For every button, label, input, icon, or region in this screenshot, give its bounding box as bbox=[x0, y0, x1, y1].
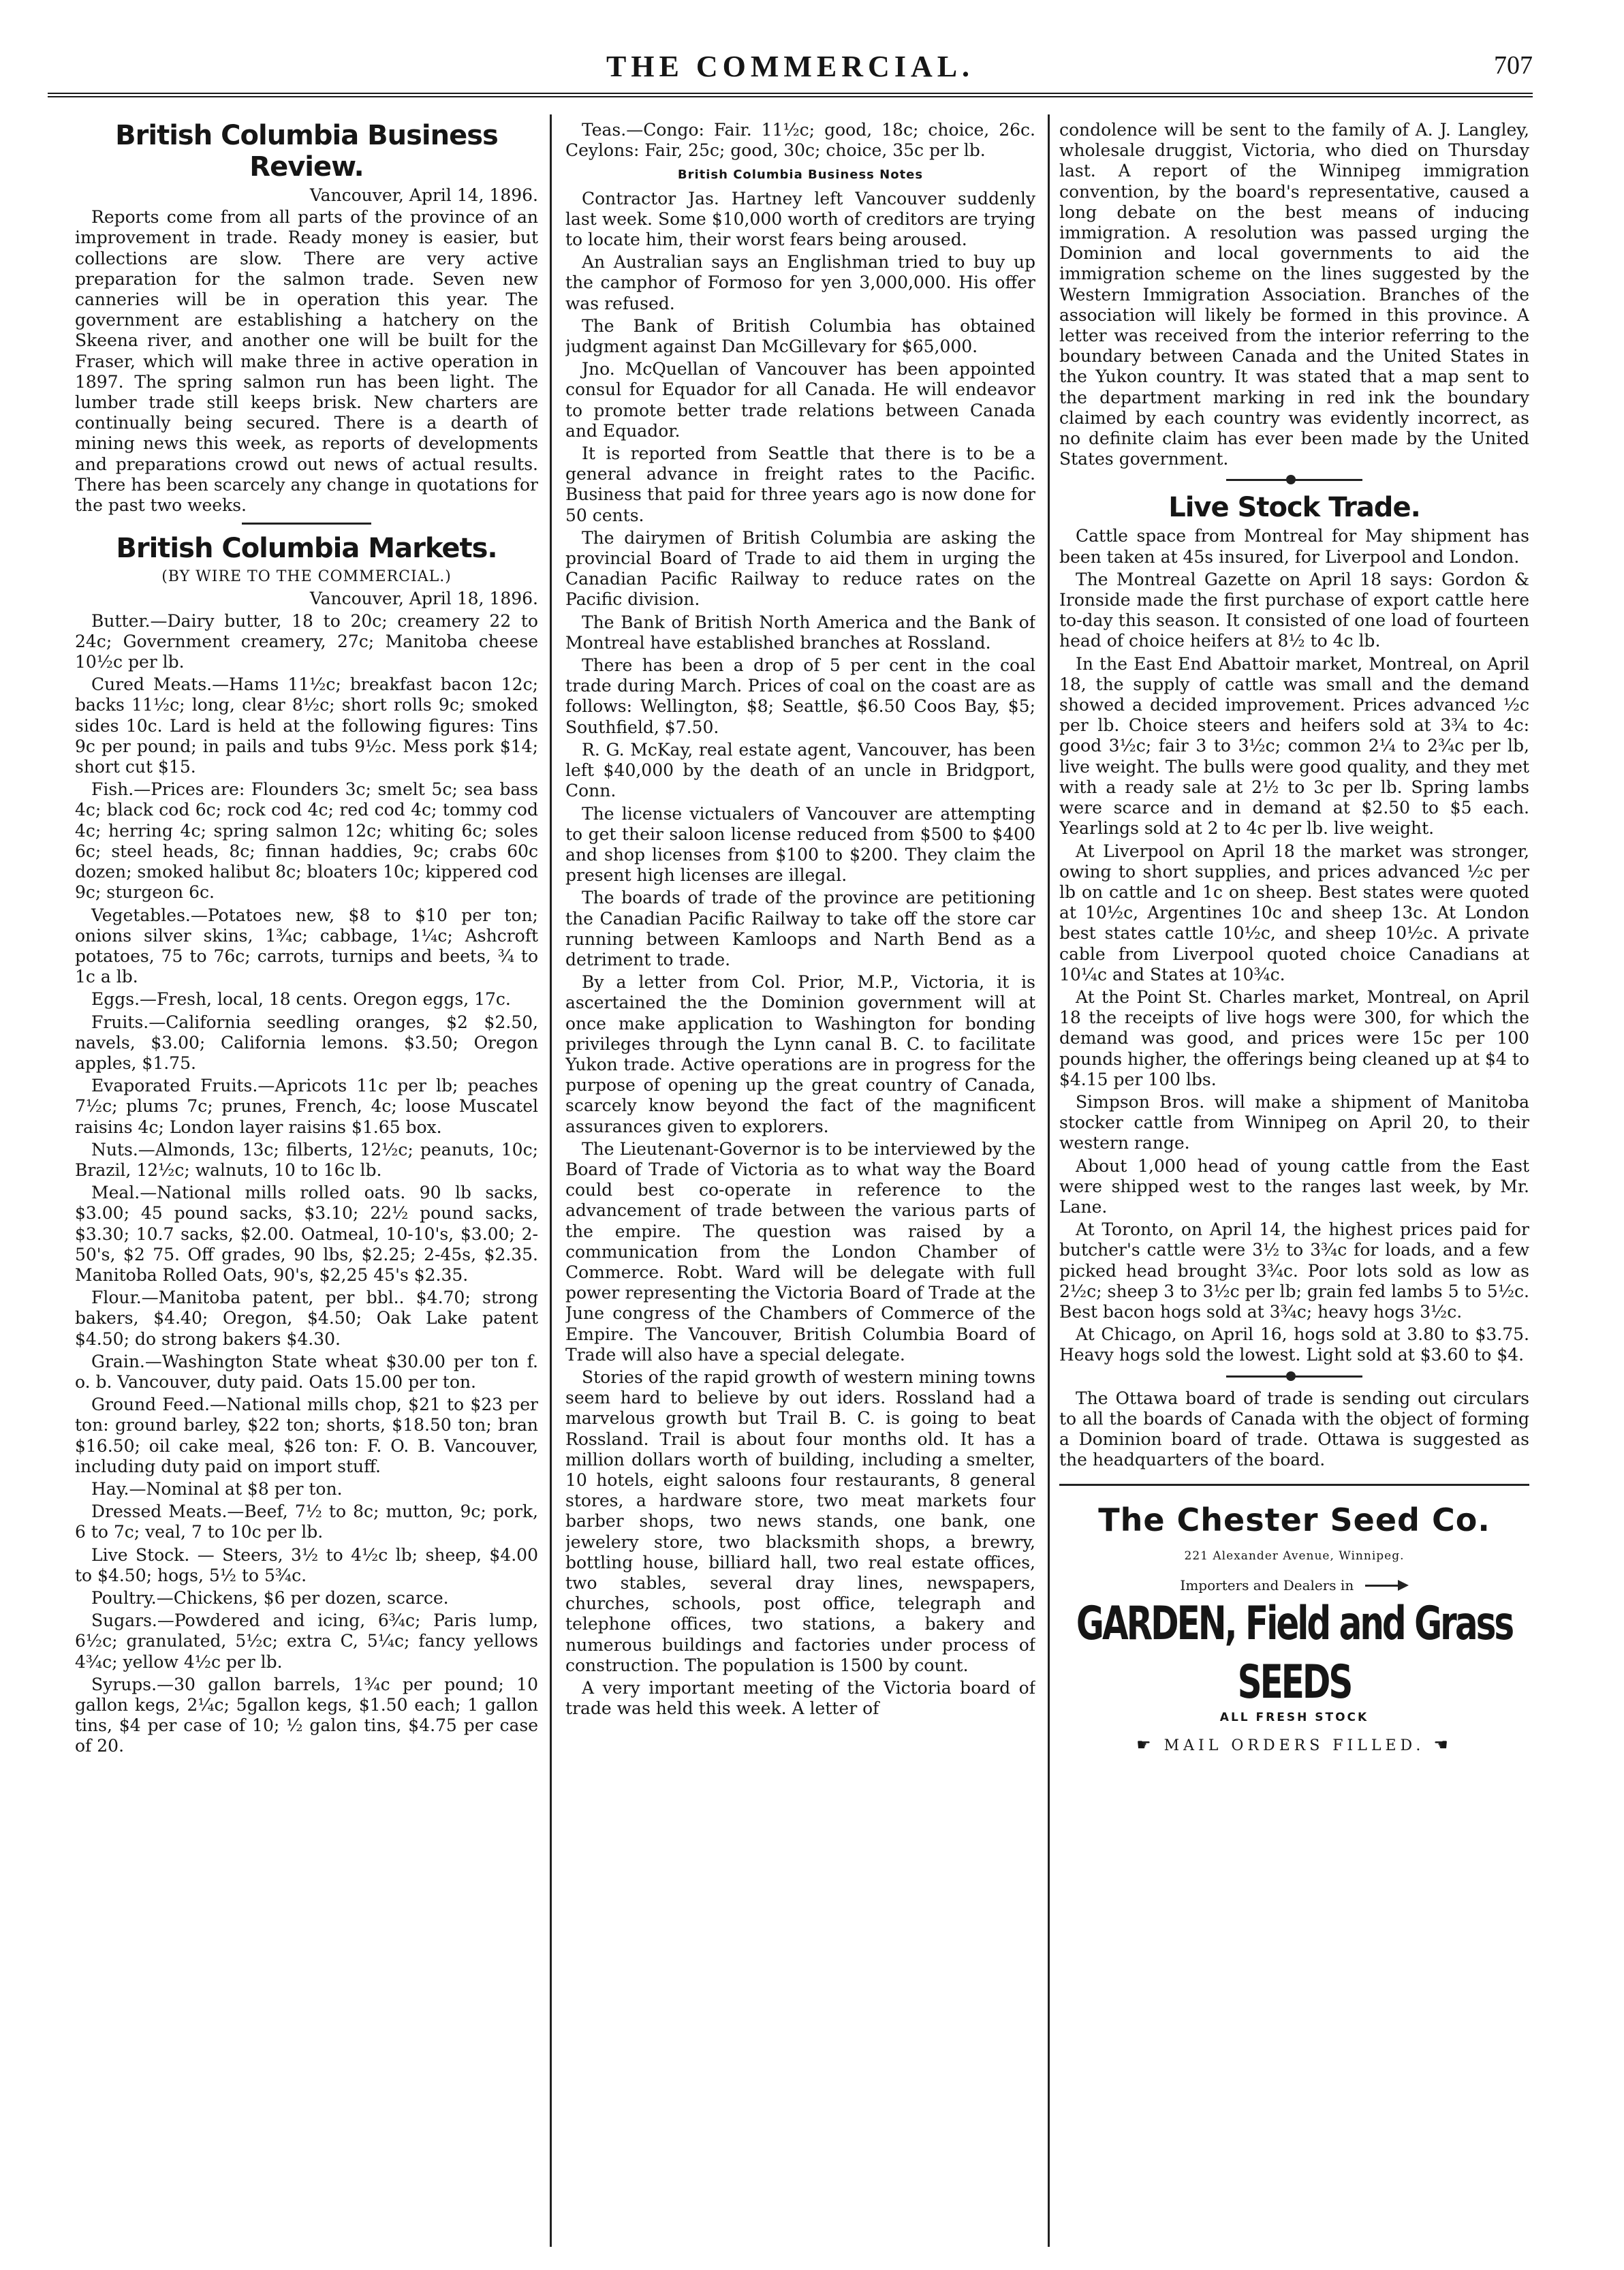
pointing-hand-icon: ☛ bbox=[1136, 1735, 1155, 1754]
column-rule bbox=[550, 114, 552, 2247]
market-quote: Eggs.—Fresh, local, 18 cents. Oregon eggs, 17c. bbox=[91, 989, 511, 1010]
news-item: The dairymen of British Columbia are asking the provincial Board of Trade to aid them in urging the Canadian Pacific Railway to reduce rates on the Pacific division. bbox=[565, 527, 1035, 610]
ad-importers-line bbox=[1059, 1575, 1529, 1596]
market-quote: Fish.—Prices are: Flounders 3c; smelt 5c; sea bass 4c; black cod 6c; rock cod 4c; red cod 4c; tommy cod 4c; herring 4c; spring salmon 12c; whiting 6c; soles 6c; steel heads, 8c; finnan haddies, 9c; crabs 60c dozen; smoked halibut 8c; bloaters 10c; kippered cod 9c; sturgeon 6c. bbox=[75, 779, 538, 903]
masthead bbox=[48, 45, 1533, 97]
market-quote: Vegetables.—Potatoes new, $8 to $10 per ton; onions silver skins, 1¾c; cabbage, 1¼c; Ashcroft potatoes, 75 to 76c; carrots, turnips and beets, ¾ to 1c a lb. bbox=[75, 905, 538, 987]
pointing-hand-icon: ☚ bbox=[1433, 1735, 1452, 1754]
ottawa-note: The Ottawa board of trade is sending out circulars to all the boards of Canada with the object of forming a Dominion board of trade. Ottawa is suggested as the headquarters of the board. bbox=[1059, 1388, 1529, 1470]
live-stock-item: At Chicago, on April 16, hogs sold at 3.80 to $3.75. Heavy hogs sold the lowest. Light sold at $3.60 to $4. bbox=[1059, 1324, 1529, 1365]
news-item: Stories of the rapid growth of western mining towns seem hard to believe by out iders. Rossland had a marvelous growth but Trail B. C. is going to beat Rossland. Trail is about four months old. It has a million dollars worth of building, including a smelter, 10 hotels, eight saloons four restaurants, 8 general stores, a hardware store, two meat markets four barber shops, two news stands, one bank, one jewelery store, two blacksmith shops, a brewry, bottling house, billiard hall, two real estate offices, two stables, several dray lines, newspapers, churches, schools, post office, telegraph and telephone offices, two stations, a bakery and numerous buildings and factories under process of construction. The population is 1500 by count. bbox=[565, 1367, 1035, 1675]
masthead-title: THE COMMERCIAL. bbox=[606, 50, 975, 83]
section-divider bbox=[1226, 479, 1362, 481]
business-notes-heading: British Columbia Business Notes bbox=[677, 168, 924, 183]
market-quote: Fruits.—California seedling oranges, $2 $2.50, navels, $3.00; California lemons. $3.50; Oregon apples, $1.75. bbox=[75, 1012, 538, 1073]
live-stock-item: At Liverpool on April 18 the market was stronger, owing to short supplies, and prices advanced ½c per lb on cattle and 1c on sheep. Best states were quoted at 10½c, Argentines 10c and sheep 13c. At London best states cattle 10½c, and sheep 10½c. A private cable from Liverpool quoted choice Canadians at 10¼c and States at 10¾c. bbox=[1059, 841, 1529, 984]
market-quote: Nuts.—Almonds, 13c; filberts, 12½c; peanuts, 10c; Brazil, 12½c; walnuts, 10 to 16c lb. bbox=[75, 1139, 538, 1180]
ad-stock-line: ALL FRESH STOCK bbox=[1219, 1710, 1369, 1724]
bc-markets-heading: British Columbia Markets. bbox=[116, 533, 497, 565]
news-item: Contractor Jas. Hartney left Vancouver suddenly last week. Some $10,000 worth of creditors are trying to locate him, their worst fears being aroused. bbox=[565, 188, 1035, 250]
ad-address: 221 Alexander Avenue, Winnipeg. bbox=[1184, 1549, 1405, 1564]
market-quote: Syrups.—30 gallon barrels, 1¾c per pound; 10 gallon kegs, 2¼c; 5gallon kegs, $1.50 each; 1 gallon tins, $4 per case of 10; ½ galon tins, $4.75 per case of 20. bbox=[75, 1674, 538, 1756]
arrow-right-icon bbox=[1365, 1582, 1409, 1589]
live-stock-item: Simpson Bros. will make a shipment of Manitoba stocker cattle from Winnipeg on April 20, to their western range. bbox=[1059, 1091, 1529, 1153]
bc-markets-subhead: (BY WIRE TO THE COMMERCIAL.) bbox=[161, 568, 452, 586]
news-item: The license victualers of Vancouver are attempting to get their saloon license reduced from $500 to $400 and shop licenses from $100 to $200. They claim the present high licenses are illegal. bbox=[565, 803, 1035, 886]
live-stock-item: About 1,000 head of young cattle from the East were shipped west to the ranges last week, by Mr. Lane. bbox=[1059, 1155, 1529, 1217]
market-quote: Flour.—Manitoba patent, per bbl.. $4.70; strong bakers, $4.40; Oregon, $4.50; Oak Lake patent $4.50; do strong bakers $4.30. bbox=[75, 1288, 538, 1349]
bc-review-heading: British Columbia Business Review. bbox=[115, 120, 498, 183]
column-2 bbox=[565, 120, 1035, 2240]
market-quote: Live Stock. — Steers, 3½ to 4½c lb; sheep, $4.00 to $4.50; hogs, 5½ to 5¾c. bbox=[75, 1544, 538, 1585]
news-item: The Lieutenant-Governor is to be interviewed by the Board of Trade of Victoria as to what way the Board could best co-operate in reference to the advancement of trade between the various parts of the empire. The question was raised by a communication from the London Chamber of Commerce. Robt. Ward will be delegate with full power representing the Victoria Board of Trade at the June congress of the Chambers of Commerce of the Empire. The Vancouver, British Columbia Board of Trade will also have a special delegate. bbox=[565, 1138, 1035, 1365]
page-number: 707 bbox=[1494, 51, 1533, 80]
news-item: An Australian says an Englishman tried to buy up the camphor of Formoso for yen 3,000,000. His offer was refused. bbox=[565, 252, 1035, 313]
market-quote-teas: Teas.—Congo: Fair. 11½c; good, 18c; choice, 26c. Ceylons: Fair, 25c; good, 30c; choice, 35c per lb. bbox=[565, 120, 1035, 161]
section-divider bbox=[1226, 1375, 1362, 1378]
ad-mail-orders-line bbox=[1059, 1735, 1529, 1756]
market-quote: Hay.—Nominal at $8 per ton. bbox=[91, 1478, 343, 1499]
news-item: It is reported from Seattle that there is to be a general advance in freight rates to the Pacific. Business that paid for three years ago is now done for 50 cents. bbox=[565, 444, 1035, 525]
news-item: The boards of trade of the province are petitioning the Canadian Pacific Railway to take off the store car running between Kamloops and Narth Bend as a detriment to trade. bbox=[565, 888, 1035, 969]
section-divider bbox=[242, 523, 371, 525]
news-item: The Bank of British North America and the Bank of Montreal have established branches at Rossland. bbox=[565, 612, 1035, 653]
news-item: There has been a drop of 5 per cent in the coal trade during March. Prices of coal on the coast are as follows: Wellington, $8; Seattle, $6.50 Coos Bay, $5; Southfield, $7.50. bbox=[565, 655, 1035, 737]
bc-markets-dateline: Vancouver, April 18, 1896. bbox=[309, 589, 538, 609]
column-3 bbox=[1059, 120, 1529, 2240]
bc-review-dateline: Vancouver, April 14, 1896. bbox=[309, 185, 538, 205]
market-quote: Cured Meats.—Hams 11½c; breakfast bacon 12c; backs 11½c; long, clear 8½c; short rolls 9c; smoked sides 10c. Lard is held at the following figures: Tins 9c per pound; in pails and tubs 9½c. Mess pork $14; short cut $15. bbox=[75, 674, 538, 777]
live-stock-item: The Montreal Gazette on April 18 says: Gordon & Ironside made the first purchase of export cattle here to-day this season. It consisted of one load of fourteen head of choice heifers at 8½ to 4c lb. bbox=[1059, 569, 1529, 651]
bc-review-body: Reports come from all parts of the province of an improvement in trade. Ready money is easier, but collections are slow. There are very active preparation for the salmon trade. Seven new canneries will be in operation this year. The government are establishing a hatchery on the Skeena river, and another one will be built for the Fraser, which will make three in active operation in 1897. The spring salmon run has been light. The lumber trade still keeps brisk. New charters are continually being secured. There is a dearth of mining news this week, as reports of developments and preparations crowd out news of actual results. There has been scarcely any change in quotations for the past two weeks. bbox=[75, 207, 538, 516]
market-quote: Sugars.—Powdered and icing, 6¾c; Paris lump, 6½c; granulated, 5½c; extra C, 5¼c; fancy yellows 4¾c; yellow 4½c per lb. bbox=[75, 1611, 538, 1672]
seed-company-advertisement bbox=[1059, 1484, 1529, 1756]
column-rule bbox=[1048, 114, 1050, 2247]
market-quote: Poultry.—Chickens, $6 per dozen, scarce. bbox=[91, 1588, 449, 1608]
news-item: Jno. McQuellan of Vancouver has been appointed consul for Equador for all Canada. He will endeavor to promote better trade relations between Canada and Equador. bbox=[565, 359, 1035, 441]
ad-mail-orders-text: MAIL ORDERS FILLED. bbox=[1164, 1737, 1425, 1754]
ad-company-name: The Chester Seed Co. bbox=[1098, 1502, 1490, 1539]
market-quote: Meal.—National mills rolled oats. 90 lb sacks, $3.00; 45 pound sacks, $3.10; 22½ pound sacks, $3.30; 10.7 sacks, $2.00. Oatmeal, 10-10's, $3.00; 2-50's, $2 75. Off grades, 90 lbs, $2.25; 2-45s, $2.35. Manitoba Rolled Oats, 90's, $2,25 45's $2.35. bbox=[75, 1183, 538, 1285]
column-1 bbox=[75, 120, 538, 2240]
news-item: R. G. McKay, real estate agent, Vancouver, has been left $40,000 by the death of an uncle in Bridgport, Conn. bbox=[565, 739, 1035, 801]
live-stock-item: Cattle space from Montreal for May shipment has been taken at 45s insured, for Liverpool and London. bbox=[1059, 526, 1529, 567]
live-stock-item: At the Point St. Charles market, Montreal, on April 18 the receipts of live hogs were 300, for which the demand was good, and prices were 15c per 100 pounds higher, the offerings being cleaned up at $4 to $4.15 per 100 lbs. bbox=[1059, 986, 1529, 1089]
market-quote: Grain.—Washington State wheat $30.00 per ton f. o. b. Vancouver, duty paid. Oats 15.00 per ton. bbox=[75, 1351, 538, 1392]
news-item: A very important meeting of the Victoria board of trade was held this week. A letter of bbox=[565, 1678, 1035, 1719]
market-quote: Evaporated Fruits.—Apricots 11c per lb; peaches 7½c; plums 7c; prunes, French, 4c; loose Muscatel raisins 4c; London layer raisins $1.65 box. bbox=[75, 1076, 538, 1137]
market-quote: Dressed Meats.—Beef, 7½ to 8c; mutton, 9c; pork, 6 to 7c; veal, 7 to 10c per lb. bbox=[75, 1502, 538, 1542]
live-stock-item: In the East End Abattoir market, Montreal, on April 18, the supply of cattle was small and the demand showed a decided improvement. Prices advanced ½c per lb. Choice steers and heifers sold at 3¾ to 4c: good 3½c; fair 3 to 3½c; common 2¼ to 2¾c per lb, live weight. The bulls were good quality, and they met with a ready sale at 2½ to 3c per lb. Spring lambs were scarce and in demand at $2.50 to $5 each. Yearlings sold at 2 to 4c per lb. live weight. bbox=[1059, 653, 1529, 839]
news-item: By a letter from Col. Prior, M.P., Victoria, it is ascertained the the Dominion government will at once make application to Washington for bonding privileges through the Lynn canal B. C. to facilitate Yukon trade. Active operations are in progress for the purpose of opening up the great country of Canada, scarcely know beyond the fact of the magnificent assurances given to explorers. bbox=[565, 972, 1035, 1136]
continued-news-item: condolence will be sent to the family of A. J. Langley, wholesale druggist, Victoria, who died on Thursday last. A report of the Winnipeg immigration convention, by the board's representative, caused a long debate on the best means of inducing immigration. A resolution was passed urging the Dominion and local governments to aid the immigration scheme on the lines suggested by the Western Immigration Association. Branches of the association will likely be formed in this province. A letter was received from the interior referring to the boundary between Canada and the United States in the Yukon country. It was stated that a map sent to the department marking in red ink the boundary claimed by each country was evidently incorrect, as no definite claim has ever been made by the United States government. bbox=[1059, 120, 1529, 469]
live-stock-item: At Toronto, on April 14, the highest prices paid for butcher's cattle were 3½ to 3¾c for loads, and a few picked head brought 3¾c. Poor lots sold as low as 2½c; sheep 3 to 3½c per lb; grain fed lambs 5 to 5½c. Best bacon hogs sold at 3¾c; heavy hogs 3½c. bbox=[1059, 1219, 1529, 1322]
news-item: The Bank of British Columbia has obtained judgment against Dan McGillevary for $65,000. bbox=[565, 315, 1035, 357]
live-stock-heading: Live Stock Trade. bbox=[1168, 492, 1420, 524]
ad-products: GARDEN, Field and Grass SEEDS bbox=[1076, 1596, 1513, 1709]
ad-importers-text: Importers and Dealers in bbox=[1180, 1576, 1354, 1593]
market-quote: Ground Feed.—National mills chop, $21 to $23 per ton: ground barley, $22 ton; shorts, $18.50 ton; bran $16.50; oil cake meal, $26 ton: F. O. B. Vancouver, including duty paid on import stuff. bbox=[75, 1395, 538, 1476]
market-quote: Butter.—Dairy butter, 18 to 20c; creamery 22 to 24c; Government creamery, 27c; Manitoba cheese 10½c per lb. bbox=[75, 610, 538, 672]
